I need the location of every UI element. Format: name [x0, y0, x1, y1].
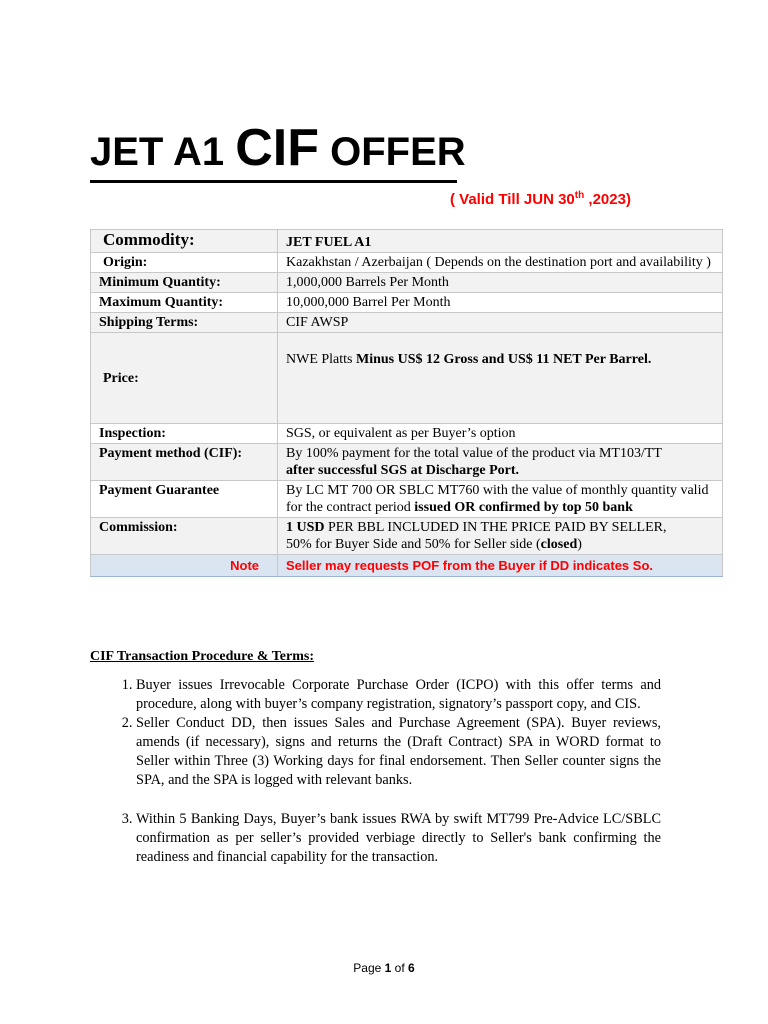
- validity-note: [450, 190, 631, 208]
- table-row-origin: [91, 253, 723, 273]
- guarantee-label: Payment Guarantee: [91, 481, 278, 518]
- payment-label: Payment method (CIF):: [91, 444, 278, 481]
- commission-value-line2: 50% for Buyer Side and 50% for Seller side (: [286, 537, 541, 552]
- commission-value-line1: PER BBL INCLUDED IN THE PRICE PAID BY SELLER,: [324, 520, 667, 535]
- document-title: [90, 119, 466, 177]
- payment-value-plain: By 100% payment for the total value of the product via MT103/TT: [286, 446, 662, 461]
- guarantee-value-plain: By LC MT 700 OR SBLC MT760 with the value of monthly quantity valid for the contract period: [286, 483, 709, 515]
- inspection-label: Inspection:: [91, 424, 278, 444]
- offer-table: [90, 229, 723, 577]
- procedure-heading: CIF Transaction Procedure & Terms:: [90, 649, 314, 664]
- commission-value: [278, 518, 723, 555]
- procedure-step-3: 3. Within 5 Banking Days, Buyer’s bank issues RWA by swift MT799 Pre-Advice LC/SBLC confirmation as per seller’s provided verbiage directly to Seller's bank confirming the readiness and financial capability for the transaction.: [136, 810, 661, 867]
- payment-value-bold: after successful SGS at Discharge Port.: [286, 463, 520, 478]
- note-value: Seller may requests POF from the Buyer if DD indicates So.: [278, 555, 723, 577]
- payment-value: [278, 444, 723, 481]
- procedure-steps-list: [112, 676, 661, 867]
- table-row-note: [91, 555, 723, 577]
- max-quantity-value: 10,000,000 Barrel Per Month: [278, 293, 723, 313]
- validity-suffix: ,2023): [584, 191, 631, 208]
- price-value-plain: NWE Platts: [286, 352, 356, 367]
- table-row-commodity: [91, 230, 723, 253]
- table-row-inspection: [91, 424, 723, 444]
- commission-value-bold: 1 USD: [286, 520, 325, 535]
- inspection-value: SGS, or equivalent as per Buyer’s option: [278, 424, 723, 444]
- commodity-label: Commodity:: [91, 230, 278, 253]
- title-part-jet-a1: JET A1: [90, 130, 236, 174]
- guarantee-value-bold: issued OR confirmed by top 50 bank: [414, 500, 633, 515]
- table-row-shipping: [91, 313, 723, 333]
- procedure-step-1: 1. Buyer issues Irrevocable Corporate Purchase Order (ICPO) with this offer terms and procedure, along with buyer’s company registration, signatory’s passport copy, and CIS.: [136, 676, 661, 714]
- title-part-cif: CIF: [235, 119, 319, 177]
- table-row-max-quantity: [91, 293, 723, 313]
- footer-page-of: of: [391, 961, 409, 975]
- origin-label: Origin:: [91, 253, 278, 273]
- title-part-offer: OFFER: [319, 130, 466, 174]
- shipping-label: Shipping Terms:: [91, 313, 278, 333]
- footer-page-total: 6: [408, 961, 415, 975]
- commodity-value: JET FUEL A1: [278, 230, 723, 253]
- table-row-payment: [91, 444, 723, 481]
- origin-value: Kazakhstan / Azerbaijan ( Depends on the destination port and availability ): [278, 253, 723, 273]
- price-label: Price:: [91, 333, 278, 424]
- price-value-bold: Minus US$ 12 Gross and US$ 11 NET Per Barrel.: [356, 352, 652, 367]
- table-row-guarantee: [91, 481, 723, 518]
- shipping-value: CIF AWSP: [278, 313, 723, 333]
- validity-sup: th: [574, 190, 585, 201]
- title-underline: [90, 180, 457, 183]
- commission-value-closed: closed: [540, 537, 578, 552]
- note-label: Note: [91, 555, 278, 577]
- table-row-min-quantity: [91, 273, 723, 293]
- procedure-step-2: 2. Seller Conduct DD, then issues Sales and Purchase Agreement (SPA). Buyer reviews, amends (if necessary), signs and returns the (Draft Contract) SPA in WORD format to Seller within Three (3) Working days for final endorsement. Then Seller counter signs the SPA, and the SPA is logged with relevant banks.: [136, 714, 661, 790]
- footer-page-prefix: Page: [353, 961, 385, 975]
- footer-page-current: 1: [384, 961, 392, 975]
- validity-prefix: ( Valid Till JUN 30: [450, 191, 575, 208]
- price-value: [278, 333, 723, 424]
- max-quantity-label: Maximum Quantity:: [91, 293, 278, 313]
- min-quantity-value: 1,000,000 Barrels Per Month: [278, 273, 723, 293]
- table-row-price: [91, 333, 723, 424]
- min-quantity-label: Minimum Quantity:: [91, 273, 278, 293]
- guarantee-value: [278, 481, 723, 518]
- table-row-commission: [91, 518, 723, 555]
- page-number-footer: [0, 961, 768, 975]
- commission-value-end: ): [577, 537, 582, 552]
- commission-label: Commission:: [91, 518, 278, 555]
